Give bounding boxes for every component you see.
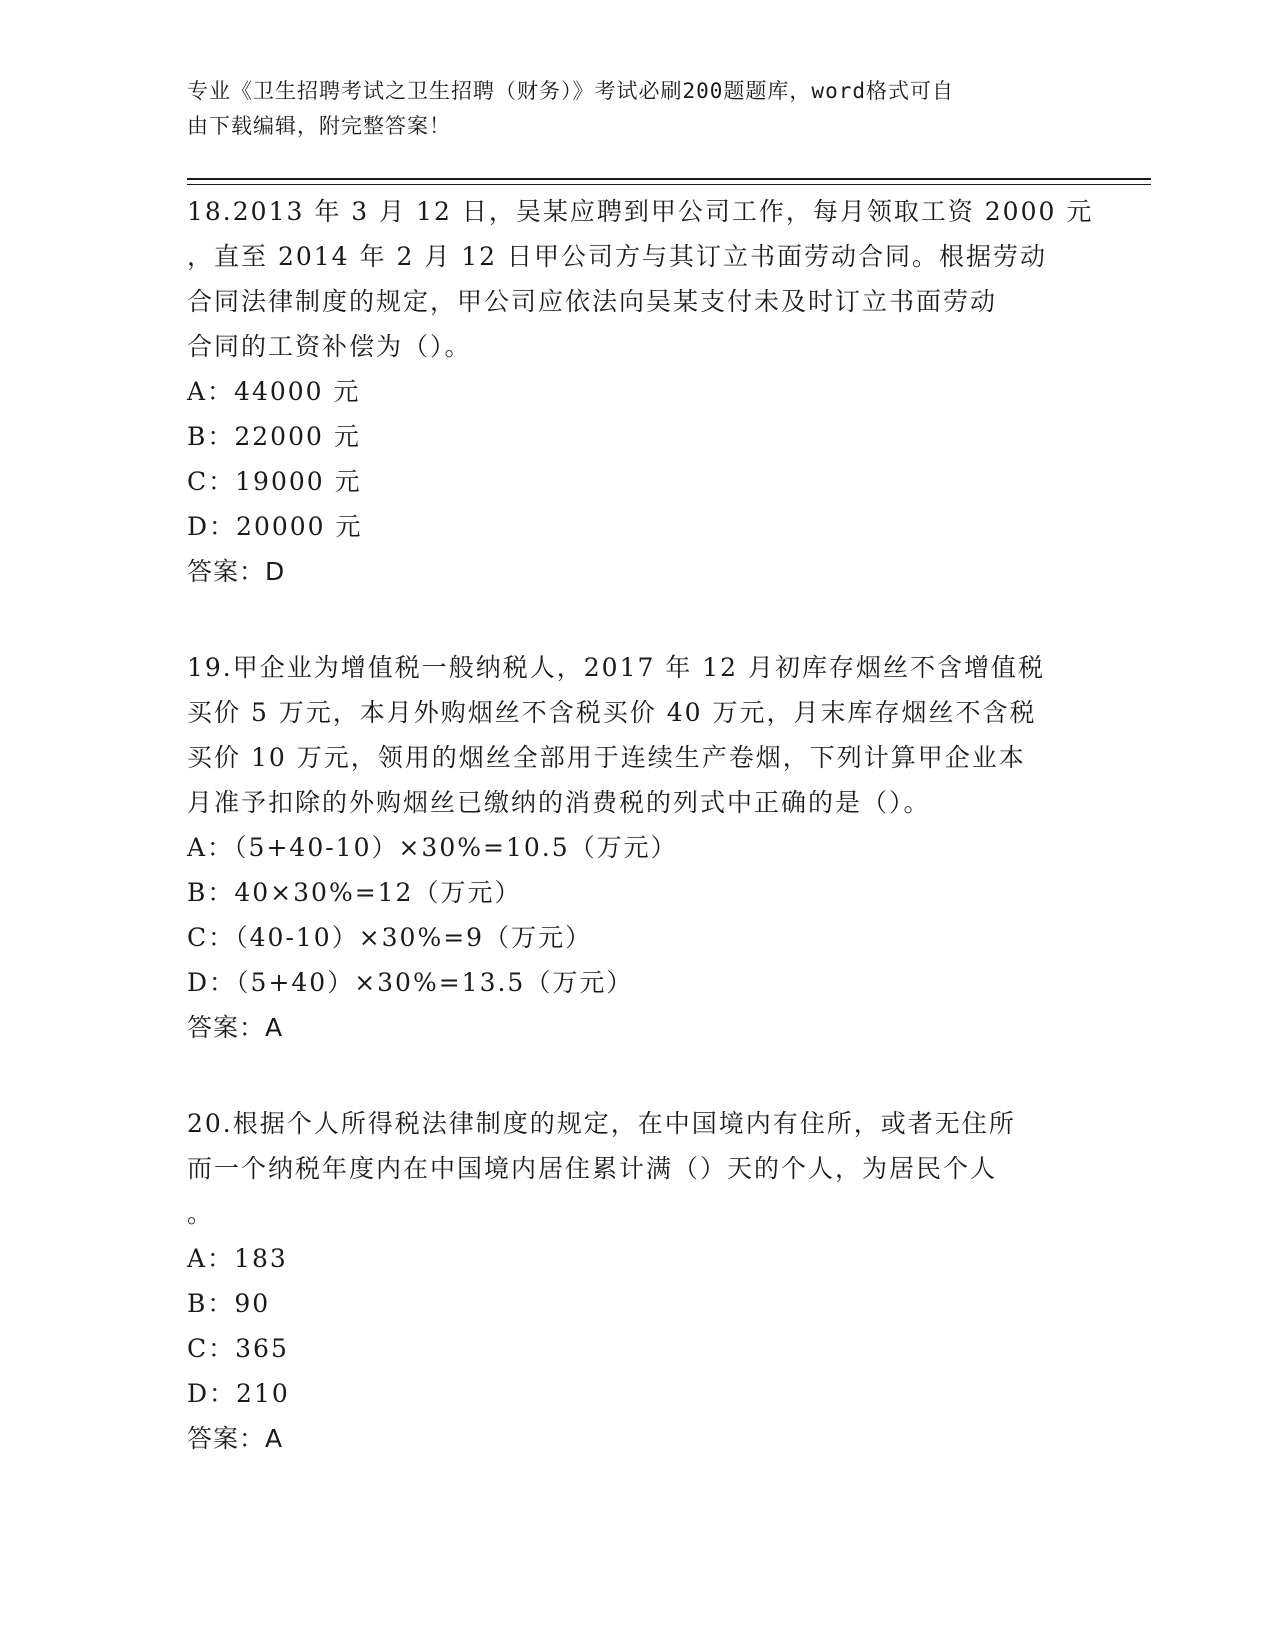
header-divider-thin xyxy=(187,184,1151,185)
question-stem-line: 合同的工资补偿为（）。 xyxy=(187,332,472,361)
option-a: A：44000 元 xyxy=(187,377,361,406)
option-c: C：365 xyxy=(187,1334,289,1363)
question-stem xyxy=(187,189,1094,369)
option-c: C：19000 元 xyxy=(187,467,362,496)
document-header xyxy=(187,74,1067,144)
question-stem-line: 买价 5 万元，本月外购烟丝不含税买价 40 万元，月末库存烟丝不含税 xyxy=(187,698,1037,727)
answer-line: 答案：A xyxy=(187,1424,284,1453)
question-stem-line: 19.甲企业为增值税一般纳税人，2017 年 12 月初库存烟丝不含增值税 xyxy=(187,653,1046,682)
question-stem-line: 合同法律制度的规定，甲公司应依法向吴某支付未及时订立书面劳动 xyxy=(187,287,998,316)
option-b: B：22000 元 xyxy=(187,422,361,451)
header-divider-thick xyxy=(187,178,1151,180)
option-b: B：90 xyxy=(187,1289,271,1318)
option-b: B：40×30%=12（万元） xyxy=(187,878,522,907)
answer-line: 答案：A xyxy=(187,1013,284,1042)
option-d: D：（5+40）×30%=13.5（万元） xyxy=(187,968,634,997)
question-stem-line: 而一个纳税年度内在中国境内居住累计满（）天的个人，为居民个人 xyxy=(187,1154,998,1183)
question-stem-line: 18.2013 年 3 月 12 日，吴某应聘到甲公司工作，每月领取工资 2000 元 xyxy=(187,197,1094,226)
question-stem-line: 月准予扣除的外购烟丝已缴纳的消费税的列式中正确的是（）。 xyxy=(187,788,931,817)
question-stem-line: 买价 10 万元，领用的烟丝全部用于连续生产卷烟，下列计算甲企业本 xyxy=(187,743,1026,772)
option-d: D：20000 元 xyxy=(187,512,363,541)
question-stem xyxy=(187,645,1087,825)
question-18 xyxy=(187,189,1094,594)
header-line-1: 专业《卫生招聘考试之卫生招聘（财务）》考试必刷200题题库，word格式可自 xyxy=(187,79,954,103)
option-a: A：183 xyxy=(187,1244,288,1273)
option-c: C：（40-10）×30%=9（万元） xyxy=(187,923,593,952)
header-line-2: 由下载编辑，附完整答案！ xyxy=(187,114,451,138)
option-d: D：210 xyxy=(187,1379,290,1408)
question-stem-line: 20.根据个人所得税法律制度的规定，在中国境内有住所，或者无住所 xyxy=(187,1109,1016,1138)
option-a: A：（5+40-10）×30%=10.5（万元） xyxy=(187,833,678,862)
question-stem xyxy=(187,1101,1087,1236)
question-19 xyxy=(187,645,1087,1050)
answer-line: 答案：D xyxy=(187,557,286,586)
question-20 xyxy=(187,1101,1087,1461)
question-stem-line: ，直至 2014 年 2 月 12 日甲公司方与其订立书面劳动合同。根据劳动 xyxy=(187,242,1048,271)
question-stem-line: 。 xyxy=(187,1199,215,1228)
